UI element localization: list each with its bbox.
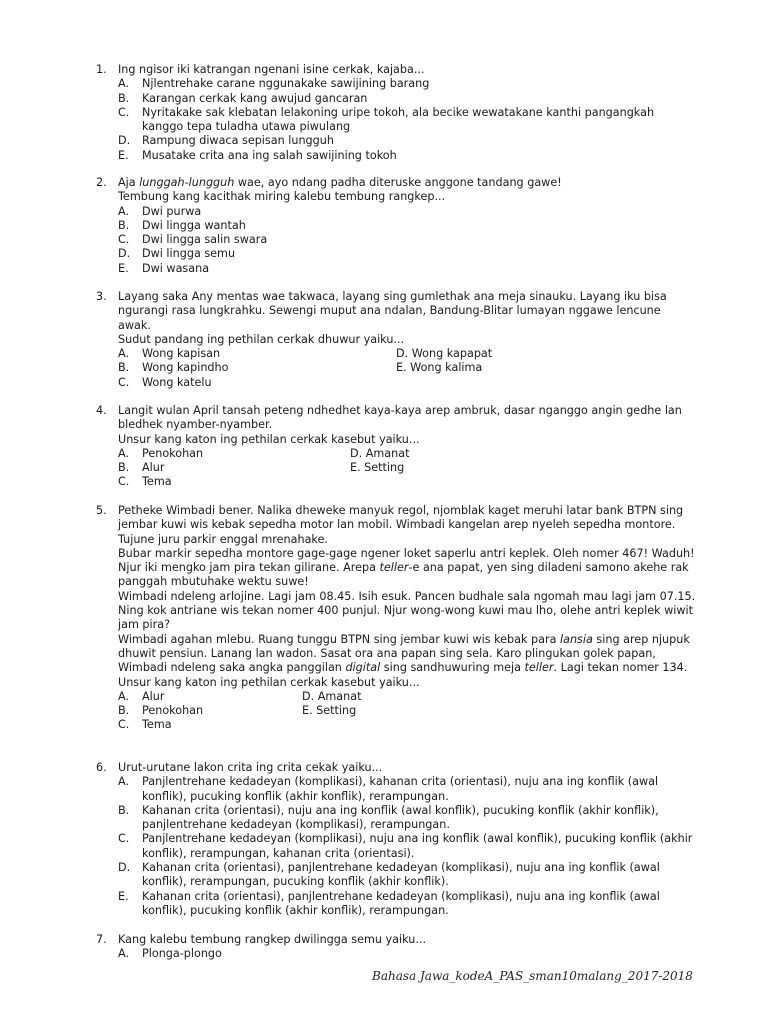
option <box>118 775 696 804</box>
option-label: B. <box>118 704 130 718</box>
option <box>118 233 696 247</box>
option-text: Tema <box>142 475 172 489</box>
option-row <box>118 475 696 489</box>
page-footer: Bahasa Jawa_kodeA_PAS_sman10malang_2017-2018 <box>372 969 693 983</box>
option-label: A. <box>118 689 130 703</box>
option-label: C. <box>118 375 130 389</box>
passage-text: . Lagi tekan nomer 134. <box>553 661 688 675</box>
question-7 <box>96 933 696 962</box>
question-4 <box>96 404 696 490</box>
passage-paragraph <box>118 633 696 676</box>
option <box>118 205 696 219</box>
option <box>118 149 696 163</box>
option <box>118 134 696 148</box>
question-1 <box>96 63 696 163</box>
option-text: D. Amanat <box>350 446 410 460</box>
question-number: 4. <box>96 404 107 417</box>
question-5 <box>96 504 696 733</box>
passage-text: Wimbadi agahan mlebu. Ruang tunggu BTPN sing jembar kuwi wis kebak para <box>118 632 560 646</box>
question-3 <box>96 290 696 390</box>
option-text <box>350 475 696 489</box>
question-stem: Kang kalebu tembung rangkep dwilingga semu yaiku... <box>118 933 427 946</box>
option-label: C. <box>118 105 130 119</box>
stem-text: Aja <box>118 176 140 189</box>
option-text: Panjlentrehane kedadeyan (komplikasi), nuju ana ing konflik (awal konflik), pucuking konflik (akhir konflik), rerampungan, kahanan crita (orientasi). <box>142 832 693 860</box>
question-prompt: Unsur kang katon ing pethilan cerkak kasebut yaiku... <box>118 432 420 446</box>
passage-text: Bubar markir sepedha montore gage-gage ngener loket saperlu antri keplek. Oleh nomer 467! Waduh! Njur iki mengko jam pira tekan gilirane. Arepa <box>118 546 695 575</box>
question-stem: Urut-urutane lakon crita ing crita cekak yaiku... <box>118 761 383 774</box>
option-row <box>118 447 696 461</box>
option-text: Dwi purwa <box>142 204 202 218</box>
option-label: A. <box>118 446 130 460</box>
option-text: Kahanan crita (orientasi), panjlentrehane kedadeyan (komplikasi), nuju ana ing konflik (awal konflik), rerampungan, pucuking konflik (akhir konflik). <box>142 861 660 889</box>
option-label: B. <box>118 361 130 375</box>
passage-paragraph: Petheke Wimbadi bener. Nalika dheweke manyuk regol, njomblak kaget meruhi latar bank BTPN sing jembar kuwi wis kebak sepedha motor lan mobil. Wimbadi kangelan arep nyeleh sepedha montore. Tujune juru parkir enggal mrenahake. <box>118 504 684 546</box>
option-label: B. <box>118 218 130 232</box>
option <box>118 861 696 890</box>
option-row <box>118 361 696 375</box>
option-text: Dwi lingga semu <box>142 247 236 261</box>
option <box>118 77 696 91</box>
option-text: Wong kapindho <box>142 361 229 375</box>
option-row <box>118 704 696 718</box>
question-stem: Layang saka Any mentas wae takwaca, layang sing gumlethak ana meja sinauku. Layang iku bisa ngurangi rasa lungkrahku. Sewengi muput ana ndalan, Bandung-Blitar lumayan nggawe lencune awak. <box>118 290 667 332</box>
option <box>118 890 696 919</box>
option-text: Wong katelu <box>142 375 212 389</box>
question-prompt: Sudut pandang ing pethilan cerkak dhuwur yaiku... <box>118 332 405 346</box>
question-stem: Langit wulan April tansah peteng ndhedhet kaya-kaya arep ambruk, dasar nganggo angin gedhe lan bledhek nyamber-nyamber. <box>118 404 682 432</box>
option-text: Dwi wasana <box>142 261 210 275</box>
option-label: D. <box>118 861 131 875</box>
question-2 <box>96 176 696 276</box>
passage-text: sing sandhuwuring meja <box>380 661 525 675</box>
option-text: E. Setting <box>302 704 357 718</box>
option <box>118 92 696 106</box>
question-number: 5. <box>96 504 107 517</box>
option-label: C. <box>118 718 130 732</box>
option-text: D. Amanat <box>302 689 362 703</box>
option-label: E. <box>118 261 129 275</box>
question-6 <box>96 761 696 918</box>
option-text: E. Setting <box>350 461 405 475</box>
option-text: D. Wong kapapat <box>396 347 493 361</box>
italic-term: lunggah-lungguh <box>139 176 235 189</box>
option-text: Dwi lingga salin swara <box>142 233 268 247</box>
option-text: Musatake crita ana ing salah sawijining tokoh <box>142 148 397 162</box>
option <box>118 947 696 961</box>
option-row <box>118 347 696 361</box>
option-text: Alur <box>142 689 165 703</box>
option-text: Wong kapisan <box>142 347 221 361</box>
passage-paragraph: Wimbadi ndeleng arlojine. Lagi jam 08.45. Isih esuk. Pancen budhale sala ngomah mau lagi jam 07.15. Ning kok antriane wis tekan nomer 400 punjul. Njur wong-wong kuwi mau lho, olehe antri keplek wiwit jam pira? <box>118 589 696 632</box>
option <box>118 804 696 833</box>
question-number: 1. <box>96 63 107 76</box>
option-text: Panjlentrehane kedadeyan (komplikasi), kahanan crita (orientasi), nuju ana ing konflik (awal konflik), pucuking konflik (akhir konflik), rerampungan. <box>142 775 659 803</box>
italic-term: teller <box>379 561 409 575</box>
option-text <box>302 718 696 732</box>
italic-term: digital <box>345 661 381 675</box>
option <box>118 247 696 261</box>
option-label: D. <box>118 247 131 261</box>
option-label: D. <box>118 134 131 148</box>
option-label: A. <box>118 947 130 961</box>
option-row <box>118 376 696 390</box>
passage-paragraph <box>118 547 696 590</box>
question-number: 2. <box>96 176 107 189</box>
option-label: A. <box>118 347 130 361</box>
option-text: Penokohan <box>142 446 204 460</box>
option-text: Plonga-plongo <box>142 947 222 961</box>
option-label: C. <box>118 233 130 247</box>
option-label: C. <box>118 832 130 846</box>
option-text: Alur <box>142 461 165 475</box>
italic-term: lansia <box>560 632 593 646</box>
option-label: A. <box>118 775 130 789</box>
option-label: A. <box>118 77 130 91</box>
option-text: Njlentrehake carane nggunakake sawijining barang <box>142 77 430 91</box>
option <box>118 262 696 276</box>
option-row <box>118 690 696 704</box>
option-text: Dwi lingga wantah <box>142 218 246 232</box>
option-row <box>118 461 696 475</box>
option-text: Nyritakake sak klebatan lelakoning uripe tokoh, ala becike wewatakane kanthi pangangkah kanggo tepa tuladha utawa piwulang <box>142 105 655 134</box>
option-row <box>118 718 696 732</box>
option-label: B. <box>118 91 130 105</box>
question-number: 6. <box>96 761 107 774</box>
option-label: E. <box>118 148 129 162</box>
question-stem <box>118 176 696 190</box>
passage-text: sing arep njupuk dhuwit pensiun. Lanang lan wadon. Sasat ora ana papan sing sela. Karo plingukan golek papan, Wimbadi ndeleng saka angka panggilan <box>118 632 690 675</box>
option-label: E. <box>118 889 129 903</box>
option-label: C. <box>118 475 130 489</box>
option-text: Tema <box>142 718 172 732</box>
option-text: E. Wong kalima <box>396 361 483 375</box>
option-text: Karangan cerkak kang awujud gancaran <box>142 91 368 105</box>
option-text: Penokohan <box>142 704 204 718</box>
option-text: Kahanan crita (orientasi), nuju ana ing konflik (awal konflik), pucuking konflik (akhir konflik), panjlentrehane kedadeyan (komplikasi), rerampungan. <box>142 803 659 832</box>
question-number: 3. <box>96 290 107 303</box>
question-stem: Ing ngisor iki katrangan ngenani isine cerkak, kajaba... <box>118 63 425 76</box>
stem-text: wae, ayo ndang padha diteruske anggone tandang gawe! <box>234 176 562 189</box>
option-label: A. <box>118 204 130 218</box>
option-text: Kahanan crita (orientasi), panjlentrehane kedadeyan (komplikasi), nuju ana ing konflik (awal konflik), pucuking konflik (akhir konflik), rerampungan. <box>142 889 660 917</box>
option-label: B. <box>118 461 130 475</box>
passage-text: -e ana papat, yen sing diladeni samono akehe rak panggah mbutuhake wektu suwe! <box>118 561 689 589</box>
question-prompt: Unsur kang katon ing pethilan cerkak kasebut yaiku... <box>118 675 420 689</box>
question-number: 7. <box>96 933 107 946</box>
option-text: Rampung diwaca sepisan lungguh <box>142 134 334 148</box>
question-prompt: Tembung kang kacithak miring kalebu tembung rangkep... <box>118 190 446 204</box>
option-label: B. <box>118 803 130 817</box>
option <box>118 106 696 135</box>
option-text <box>396 376 696 390</box>
option <box>118 832 696 861</box>
option <box>118 219 696 233</box>
italic-term: teller <box>524 661 554 675</box>
